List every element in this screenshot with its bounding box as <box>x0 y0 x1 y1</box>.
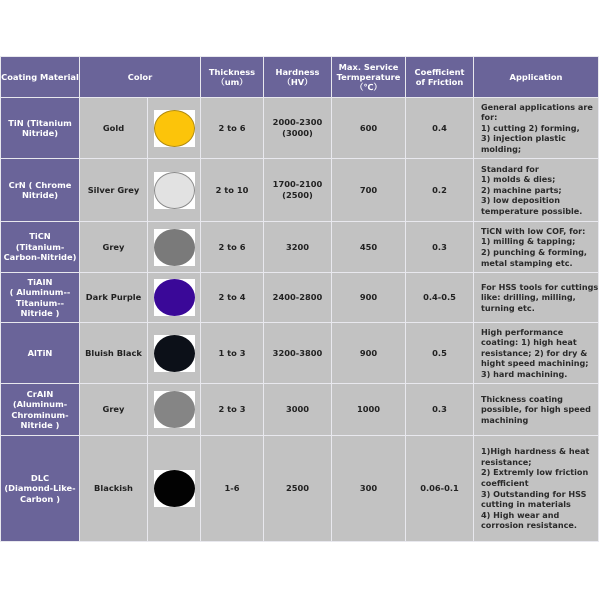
application-line: molding; <box>481 143 522 154</box>
color-name-cell <box>80 384 148 436</box>
hardness-value: 3200 <box>285 241 310 252</box>
application-line: 3) injection plastic <box>481 133 566 144</box>
table-row <box>1 323 599 384</box>
color-swatch-cell <box>148 323 201 384</box>
color-name-cell <box>80 273 148 323</box>
cof-value: 0.06-0.1 <box>420 483 459 494</box>
cof-cell <box>406 222 474 273</box>
application-line: 3) low deposition <box>481 195 560 206</box>
table-row <box>1 384 599 436</box>
thickness-value: 1 to 3 <box>218 347 246 358</box>
hardness-value: 2400-2800 <box>272 292 323 303</box>
material-text: (Titanium- <box>15 241 65 252</box>
application-cell <box>474 98 599 159</box>
application-line: 4) High wear and <box>481 509 560 520</box>
color-name-cell <box>80 323 148 384</box>
cof-cell <box>406 323 474 384</box>
coating-material-cell <box>1 384 80 436</box>
coating-material-cell <box>1 323 80 384</box>
thickness-cell <box>201 98 264 159</box>
temperature-value: 1000 <box>356 404 381 415</box>
header-coating-material: Coating Material <box>1 57 80 98</box>
color-swatch-icon <box>154 335 195 372</box>
hardness-value: 2000-2300 <box>272 117 323 128</box>
cof-cell <box>406 273 474 323</box>
header-row <box>1 57 599 98</box>
thickness-cell <box>201 222 264 273</box>
application-line: 2) Extremly low friction <box>481 467 589 478</box>
material-text: ( Aluminum-- <box>9 287 71 297</box>
hardness-value: (3000) <box>282 128 313 138</box>
temperature-value: 450 <box>359 241 378 252</box>
hardness-cell <box>264 98 332 159</box>
application-line: For HSS tools for cuttings <box>481 281 599 292</box>
material-text: TiCN <box>29 231 51 242</box>
color-swatch-icon <box>154 172 195 209</box>
hardness-cell <box>264 436 332 542</box>
header-application: Application <box>474 57 599 98</box>
coating-material-cell <box>1 98 80 159</box>
color-swatch-cell <box>148 384 201 436</box>
thickness-cell <box>201 436 264 542</box>
temperature-cell <box>332 323 406 384</box>
coating-properties-table <box>0 56 599 542</box>
cof-value: 0.3 <box>432 241 447 252</box>
application-line: corrosion resistance. <box>481 520 577 531</box>
application-line: 2) punching & forming, <box>481 247 587 257</box>
color-name-cell <box>80 222 148 273</box>
hardness-value: 3200-3800 <box>272 347 323 358</box>
temperature-cell <box>332 159 406 222</box>
material-text: (Diamond-Like- <box>4 483 76 494</box>
temperature-cell <box>332 384 406 436</box>
header-color: Color <box>80 57 201 98</box>
color-name: Silver Grey <box>87 184 140 195</box>
application-line: metal stamping etc. <box>481 257 573 268</box>
application-line: possible, for high speed <box>481 404 591 415</box>
coating-material-cell <box>1 222 80 273</box>
swatch-frame <box>154 172 195 209</box>
temperature-value: 700 <box>359 184 378 195</box>
material-text: Chrominum- <box>11 409 69 420</box>
color-swatch-icon <box>154 229 195 266</box>
thickness-value: 2 to 6 <box>218 122 246 133</box>
color-swatch-icon <box>154 391 195 428</box>
swatch-frame <box>154 110 195 147</box>
header-hardness: Hardness （HV） <box>264 57 332 98</box>
color-name-cell <box>80 159 148 222</box>
material-text: TiN (Titanium <box>8 117 72 128</box>
thickness-value: 2 to 6 <box>218 241 246 252</box>
color-name: Gold <box>102 122 125 133</box>
hardness-value: (2500) <box>282 190 313 200</box>
material-text: Nitride) <box>21 190 59 200</box>
thickness-value: 2 to 10 <box>215 184 249 195</box>
application-line: coating: 1) high heat <box>481 337 577 348</box>
thickness-cell <box>201 384 264 436</box>
cof-cell <box>406 436 474 542</box>
material-text: Nitride) <box>21 128 59 138</box>
color-name: Blackish <box>94 483 133 494</box>
material-text: CrAIN <box>26 388 54 399</box>
hardness-value: 3000 <box>285 404 310 415</box>
thickness-value: 2 to 4 <box>218 292 246 303</box>
color-swatch-cell <box>148 436 201 542</box>
cof-value: 0.4-0.5 <box>423 292 456 303</box>
material-text: Carbon ) <box>19 493 60 504</box>
color-swatch-cell <box>148 222 201 273</box>
material-text: AlTiN <box>27 347 53 358</box>
cof-cell <box>406 98 474 159</box>
hardness-cell <box>264 222 332 273</box>
application-line: TiCN with low COF, for: <box>481 225 586 236</box>
application-line: Thickness coating <box>481 393 563 404</box>
hardness-value: 1700-2100 <box>272 179 323 190</box>
thickness-value: 2 to 3 <box>218 404 246 415</box>
application-line: 2) machine parts; <box>481 184 562 195</box>
temperature-cell <box>332 436 406 542</box>
coating-material-cell <box>1 273 80 323</box>
coating-material-cell <box>1 159 80 222</box>
color-name: Bluish Black <box>85 347 142 358</box>
color-name-cell <box>80 436 148 542</box>
cof-value: 0.2 <box>432 184 447 195</box>
temperature-value: 900 <box>359 292 378 303</box>
swatch-frame <box>154 470 195 507</box>
application-line: hight speed machining; <box>481 358 589 369</box>
color-swatch-icon <box>154 470 195 507</box>
temperature-value: 900 <box>359 347 378 358</box>
cof-value: 0.3 <box>432 404 447 415</box>
table-row <box>1 222 599 273</box>
cof-value: 0.5 <box>432 347 447 358</box>
thickness-cell <box>201 323 264 384</box>
swatch-frame <box>154 335 195 372</box>
application-line: General applications are <box>481 101 593 112</box>
material-text: Carbon-Nitride) <box>3 252 77 263</box>
color-name: Grey <box>102 241 125 252</box>
application-cell <box>474 159 599 222</box>
color-swatch-cell <box>148 273 201 323</box>
table-row <box>1 98 599 159</box>
header-coefficient-of-friction: Coefficient of Friction <box>406 57 474 98</box>
application-line: 1) milling & tapping; <box>481 236 576 247</box>
application-cell <box>474 222 599 273</box>
temperature-cell <box>332 222 406 273</box>
temperature-value: 300 <box>359 483 378 494</box>
application-line: 3) hard machining. <box>481 368 568 379</box>
temperature-value: 600 <box>359 122 378 133</box>
cof-value: 0.4 <box>432 122 447 133</box>
header-max-temperature: Max. Service Termperature （℃） <box>332 57 406 98</box>
color-name: Grey <box>102 404 125 415</box>
coating-material-cell <box>1 436 80 542</box>
header-thickness: Thickness （um） <box>201 57 264 98</box>
material-text: CrN ( Chrome <box>8 179 72 190</box>
application-line: coefficient <box>481 477 529 488</box>
application-line: 1)High hardness & heat <box>481 446 590 457</box>
material-text: Nitride ) <box>20 308 60 318</box>
cof-cell <box>406 159 474 222</box>
material-text: (Aluminum- <box>12 399 68 409</box>
swatch-frame <box>154 229 195 266</box>
color-swatch-cell <box>148 159 201 222</box>
application-line: 1) molds & dies; <box>481 174 556 185</box>
application-cell <box>474 273 599 323</box>
color-name: Dark Purple <box>85 292 142 303</box>
application-line: resistance; <box>481 456 532 467</box>
application-line: machining <box>481 414 529 425</box>
swatch-frame <box>154 279 195 316</box>
temperature-cell <box>332 273 406 323</box>
thickness-cell <box>201 159 264 222</box>
thickness-cell <box>201 273 264 323</box>
application-line: resistance; 2) for dry & <box>481 347 588 358</box>
application-line: Standard for <box>481 163 539 174</box>
table-row <box>1 273 599 323</box>
application-cell <box>474 323 599 384</box>
hardness-cell <box>264 273 332 323</box>
table-row <box>1 436 599 542</box>
application-line: temperature possible. <box>481 205 583 216</box>
application-cell <box>474 384 599 436</box>
color-swatch-icon <box>154 110 195 147</box>
temperature-cell <box>332 98 406 159</box>
application-cell <box>474 436 599 542</box>
table-row <box>1 159 599 222</box>
application-line: 1) cutting 2) forming, <box>481 122 580 133</box>
material-text: Titanium-- <box>15 297 65 308</box>
application-line: cutting in materials <box>481 499 571 510</box>
application-line: like: drilling, milling, <box>481 292 576 303</box>
material-text: Nitride ) <box>20 420 60 430</box>
application-line: 3) Outstanding for HSS <box>481 488 587 499</box>
material-text: TiAIN <box>27 276 53 287</box>
hardness-cell <box>264 323 332 384</box>
hardness-value: 2500 <box>285 483 310 494</box>
hardness-cell <box>264 384 332 436</box>
color-swatch-cell <box>148 98 201 159</box>
color-name-cell <box>80 98 148 159</box>
application-line: turning etc. <box>481 302 535 313</box>
cof-cell <box>406 384 474 436</box>
swatch-frame <box>154 391 195 428</box>
color-swatch-icon <box>154 279 195 316</box>
application-line: High performance <box>481 326 564 337</box>
hardness-cell <box>264 159 332 222</box>
thickness-value: 1-6 <box>224 483 240 494</box>
application-line: for: <box>481 112 498 123</box>
material-text: DLC <box>30 472 50 483</box>
